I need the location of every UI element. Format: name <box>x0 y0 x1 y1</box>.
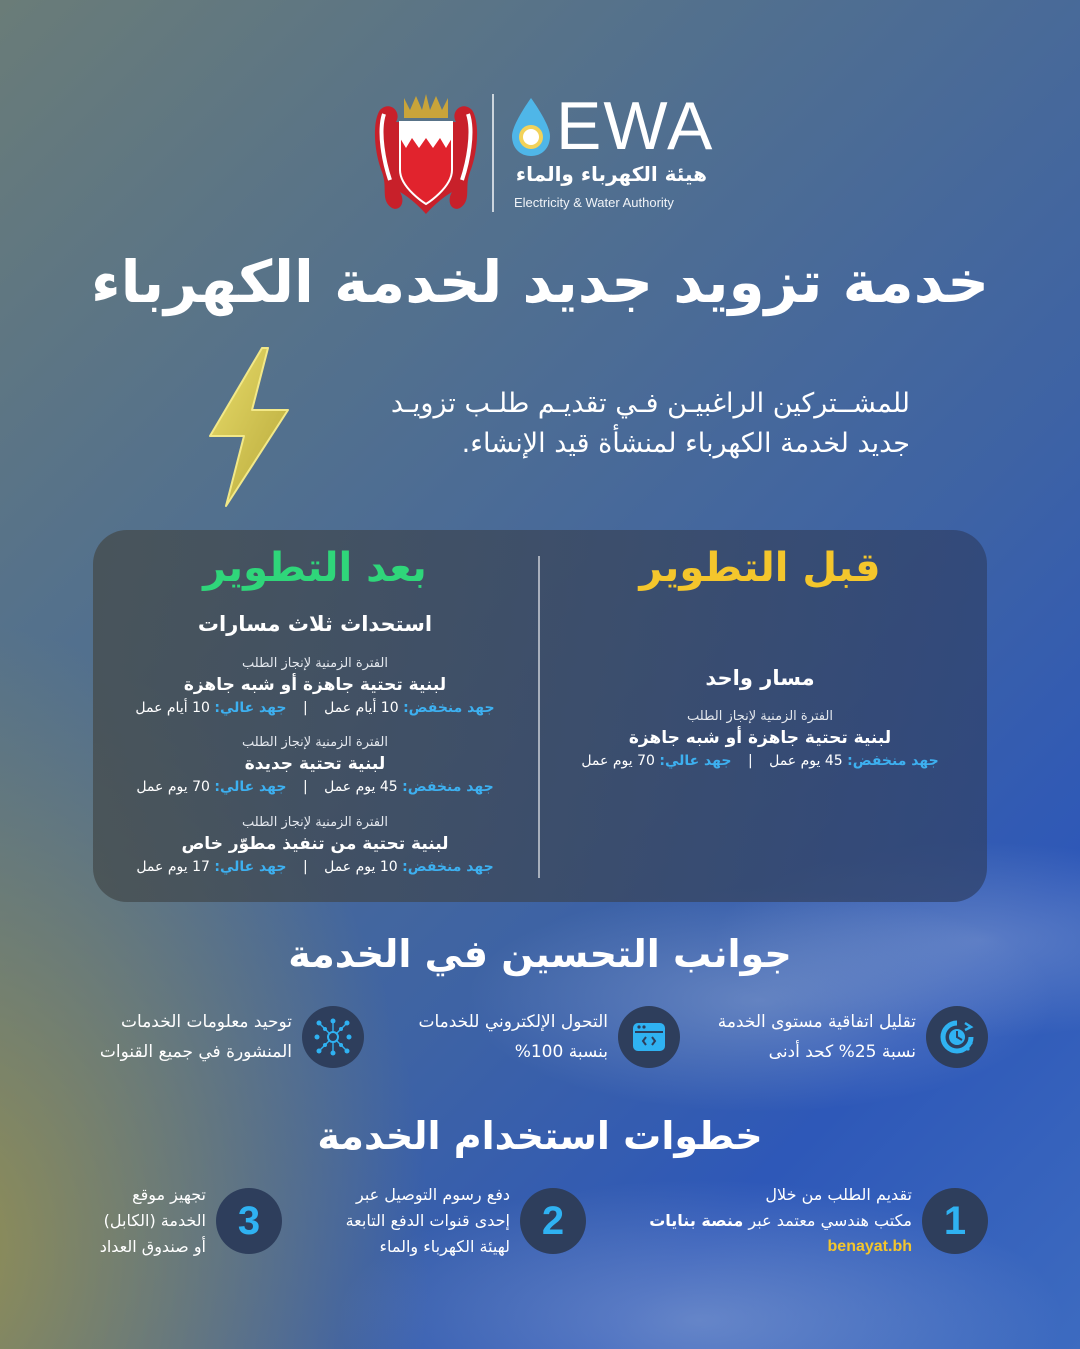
step-item <box>100 1182 282 1260</box>
after-block-1 <box>120 655 510 719</box>
effort-separator: | <box>302 859 308 875</box>
step-line-1: دفع رسوم التوصيل عبر <box>356 1185 510 1204</box>
comparison-divider <box>538 556 540 878</box>
water-drop-icon <box>508 96 554 158</box>
network-hub-icon <box>302 1006 364 1068</box>
low-effort-label: جهد منخفض: <box>403 700 495 716</box>
low-effort-value: 45 يوم عمل <box>324 779 398 795</box>
improvement-line-1: التحول الإلكتروني للخدمات <box>418 1012 608 1032</box>
after-block-2 <box>120 734 510 798</box>
effort-line <box>120 697 510 719</box>
low-effort-value: 10 أيام عمل <box>324 700 399 716</box>
low-effort-label: جهد منخفض: <box>847 753 939 769</box>
org-abbr: EWA <box>556 88 715 164</box>
step-item <box>346 1182 586 1260</box>
clock-refresh-icon <box>926 1006 988 1068</box>
high-effort-value: 70 يوم عمل <box>136 779 210 795</box>
step-line-2: الخدمة (الكابل) <box>103 1211 206 1230</box>
step-number-badge <box>520 1188 586 1254</box>
benayat-platform-name: منصة بنايات <box>649 1211 744 1230</box>
improvements-title: جوانب التحسين في الخدمة <box>288 932 792 976</box>
after-subtitle: استحداث ثلاث مسارات <box>197 612 433 636</box>
effort-separator: | <box>302 700 308 716</box>
improvement-line-1: تقليل اتفاقية مستوى الخدمة <box>717 1012 916 1032</box>
improvement-item <box>100 1006 364 1068</box>
step-number-badge <box>922 1188 988 1254</box>
block-label: الفترة الزمنية لإنجاز الطلب <box>242 815 388 830</box>
improvement-line-2: المنشورة في جميع القنوات <box>99 1042 292 1062</box>
intro-text <box>320 384 910 464</box>
step-number-badge <box>216 1188 282 1254</box>
block-title: لبنية تحتية جاهزة أو شبه جاهزة <box>183 675 447 695</box>
page-title: خدمة تزويد جديد لخدمة الكهرباء <box>90 248 990 316</box>
lightning-bolt-icon <box>196 344 296 510</box>
block-title: لبنية تحتية جديدة <box>244 754 386 774</box>
intro-line-1: للمشــتركين الراغبيـن فـي تقديـم طلـب تزويـد <box>390 388 910 419</box>
effort-line <box>120 856 510 878</box>
before-title: قبل التطوير <box>639 545 881 591</box>
high-effort-value: 70 يوم عمل <box>581 753 655 769</box>
block-label: الفترة الزمنية لإنجاز الطلب <box>242 735 388 750</box>
high-effort-label: جهد عالي: <box>659 753 732 769</box>
step-line-2 <box>649 1208 912 1234</box>
org-name-ar: هيئة الكهرباء والماء <box>515 162 707 186</box>
step-line-1: تجهيز موقع <box>132 1185 206 1204</box>
browser-code-icon <box>618 1006 680 1068</box>
effort-separator: | <box>302 779 308 795</box>
block-label: الفترة الزمنية لإنجاز الطلب <box>242 656 388 671</box>
after-title: بعد التطوير <box>203 545 427 591</box>
high-effort-label: جهد عالي: <box>214 779 287 795</box>
effort-line <box>560 750 960 772</box>
bahrain-coat-of-arms-icon <box>370 92 482 214</box>
improvement-line-1: توحيد معلومات الخدمات <box>121 1012 292 1032</box>
low-effort-value: 45 يوم عمل <box>769 753 843 769</box>
step-line-2-text: مكتب هندسي معتمد عبر <box>748 1211 912 1230</box>
block-title: لبنية تحتية جاهزة أو شبه جاهزة <box>628 728 892 748</box>
step-line-3: أو صندوق العداد <box>99 1237 206 1256</box>
step-line-2: إحدى قنوات الدفع التابعة <box>345 1211 510 1230</box>
step-line-1: تقديم الطلب من خلال <box>765 1185 912 1204</box>
improvement-line-2: بنسبة 100% <box>514 1042 608 1062</box>
high-effort-value: 10 أيام عمل <box>135 700 210 716</box>
step-number: 1 <box>943 1198 967 1243</box>
before-block <box>560 708 960 772</box>
step-number: 3 <box>237 1198 261 1243</box>
block-title: لبنية تحتية من تنفيذ مطوّر خاص <box>181 834 449 854</box>
improvement-item <box>718 1006 988 1068</box>
step-number: 2 <box>541 1198 565 1243</box>
benayat-link[interactable]: benayat.bh <box>827 1238 912 1255</box>
effort-separator: | <box>747 753 753 769</box>
step-item <box>649 1182 988 1260</box>
improvement-item <box>418 1006 680 1068</box>
low-effort-label: جهد منخفض: <box>402 859 494 875</box>
improvement-line-2: نسبة 25% كحد أدنى <box>768 1042 916 1062</box>
high-effort-label: جهد عالي: <box>214 859 287 875</box>
header-logos <box>370 88 715 217</box>
steps-title: خطوات استخدام الخدمة <box>317 1114 763 1158</box>
logo-divider <box>492 94 494 212</box>
after-block-3 <box>120 814 510 878</box>
low-effort-value: 10 يوم عمل <box>324 859 398 875</box>
effort-line <box>120 776 510 798</box>
intro-line-2: جديد لخدمة الكهرباء لمنشأة قيد الإنشاء. <box>461 428 910 459</box>
high-effort-label: جهد عالي: <box>214 700 287 716</box>
low-effort-label: جهد منخفض: <box>402 779 494 795</box>
step-line-3: لهيئة الكهرباء والماء <box>379 1237 510 1256</box>
high-effort-value: 17 يوم عمل <box>136 859 210 875</box>
before-subtitle: مسار واحد <box>705 666 815 690</box>
block-label: الفترة الزمنية لإنجاز الطلب <box>687 709 833 724</box>
org-name-en: Electricity & Water Authority <box>514 195 674 210</box>
